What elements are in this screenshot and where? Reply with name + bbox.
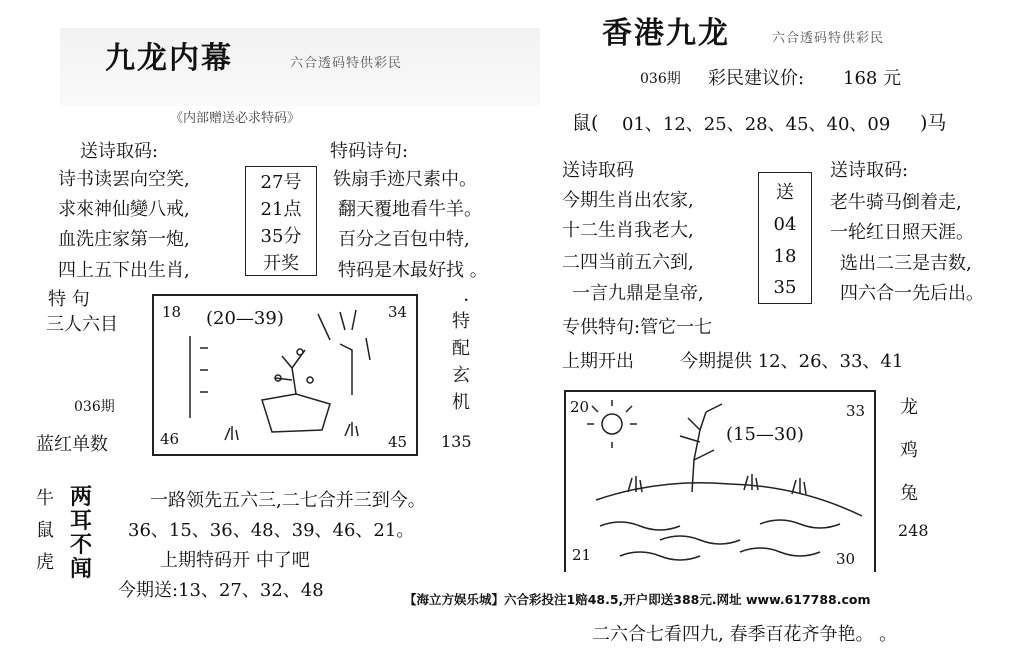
side-char: 机 [452, 392, 470, 413]
left-poem-right-heading: 特码诗句: [330, 141, 409, 162]
ad-banner: 【海立方娱乐城】六合彩投注1赔48.5,开户即送388元.网址 www.617788.com [404, 592, 871, 607]
zodiac-char: 虎 [36, 552, 54, 573]
right-drawing-bottom-left: 21 [572, 546, 592, 564]
box-line: 35分 [260, 225, 302, 247]
side-char: 玄 [452, 365, 470, 386]
right-subtitle: 六合透码特供彩民 [772, 31, 885, 46]
poem-line: 二四当前五六到, [562, 252, 694, 273]
left-title: 九龙内幕 [105, 41, 233, 76]
left-poem-heading: 送诗取码: [80, 141, 159, 162]
left-drawing-top-left: 18 [162, 303, 182, 321]
poem-line: 今期生肖出农家, [562, 190, 694, 211]
side-char: 兔 [900, 483, 918, 504]
hint-char: 闻 [70, 556, 93, 582]
right-rat-open: 鼠( [572, 112, 599, 134]
right-drawing-top-right: 33 [846, 402, 866, 420]
right-side-number: 248 [898, 521, 929, 540]
box-line: 27号 [260, 171, 302, 193]
poem-line: 特码是木最好找 。 [338, 260, 488, 281]
side-char: 龙 [900, 397, 918, 418]
hint-char: 两 [70, 484, 93, 510]
poem-line: 选出二三是吉数, [840, 253, 972, 274]
right-price: 168 元 [843, 68, 902, 89]
hint-char: 不 [70, 532, 93, 558]
hint-char: 耳 [70, 508, 93, 534]
poem-line: 一轮红日照天涯。 [830, 222, 974, 243]
right-drawing-top-left: 20 [570, 398, 590, 416]
left-drawing-bottom-left: 46 [160, 430, 180, 448]
box-line: 35 [773, 276, 797, 298]
left-side-number: 135 [441, 432, 472, 451]
right-bottom-poem: 二六合七看四九, 春季百花齐争艳。 。 [592, 624, 898, 645]
poem-line: 诗书读罢向空笑, [58, 169, 190, 190]
side-char: 特 [452, 311, 470, 332]
right-rat-numbers: 01、12、25、28、45、40、09 [622, 114, 891, 135]
right-special: 专供特句:管它一七 [562, 317, 713, 338]
left-drawing-bottom-right: 45 [388, 433, 408, 451]
poem-line: 百分之百包中特, [338, 229, 470, 250]
poem-line: 一言九鼎是皇帝, [572, 283, 704, 304]
poem-line: 四上五下出生肖, [58, 260, 190, 281]
side-char: 鸡 [900, 440, 918, 461]
right-title: 香港九龙 [602, 16, 730, 51]
poem-line: 老牛骑马倒着走, [830, 192, 962, 213]
poem-line: 翻天覆地看牛羊。 [338, 199, 482, 220]
box-line: 开奖 [263, 252, 299, 274]
zodiac-char: 牛 [36, 488, 54, 509]
poem-line: 四六合一先后出。 [840, 283, 984, 304]
left-drawing-top-right: 34 [388, 303, 408, 321]
box-line: 21点 [260, 198, 302, 220]
right-poem2-heading: 送诗取码: [830, 160, 909, 181]
box-line: 04 [773, 214, 797, 236]
right-side-chars [900, 386, 918, 515]
right-poem1-heading: 送诗取码 [562, 160, 634, 181]
poem-line: 十二生肖我老大, [562, 220, 694, 241]
right-provide: 今期提供 12、26、33、41 [680, 351, 904, 372]
left-special-phrase: 三人六目 [46, 314, 118, 335]
box-line: 送 [776, 182, 794, 204]
right-price-label: 彩民建议价: [708, 68, 805, 89]
poem-line: 铁扇手迹尺素中。 [333, 169, 477, 190]
left-issue: 036期 [74, 399, 115, 415]
left-last-period: 上期特码开 中了吧 [160, 550, 310, 571]
left-inner-caption: 《内部赠送必求特码》 [170, 111, 301, 126]
left-numbers-line: 36、15、36、48、39、46、21。 [128, 520, 415, 541]
right-last-open: 上期开出 [562, 351, 634, 372]
right-issue: 036期 [640, 71, 681, 87]
left-today-send: 今期送:13、27、32、48 [118, 580, 324, 601]
poem-line: 求來神仙變八戒, [58, 199, 190, 220]
box-line: 18 [773, 245, 797, 267]
left-subtitle: 六合透码特供彩民 [290, 56, 403, 71]
right-rat-close: )马 [920, 112, 947, 134]
left-special-heading: 特 句 [48, 289, 90, 310]
right-drawing-bottom-right: 30 [836, 550, 856, 568]
left-drawing-range: (20—39) [206, 308, 284, 329]
zodiac-char: 鼠 [36, 520, 54, 541]
poem-line: 血洗庄家第一炮, [58, 229, 190, 250]
left-side-dot: . [464, 290, 469, 305]
side-char: 配 [452, 338, 470, 359]
right-drawing-range: (15—30) [726, 424, 804, 445]
left-line1: 一路领先五六三,二七合并三到今。 [150, 490, 426, 511]
left-color-hint: 蓝红单数 [36, 434, 108, 455]
